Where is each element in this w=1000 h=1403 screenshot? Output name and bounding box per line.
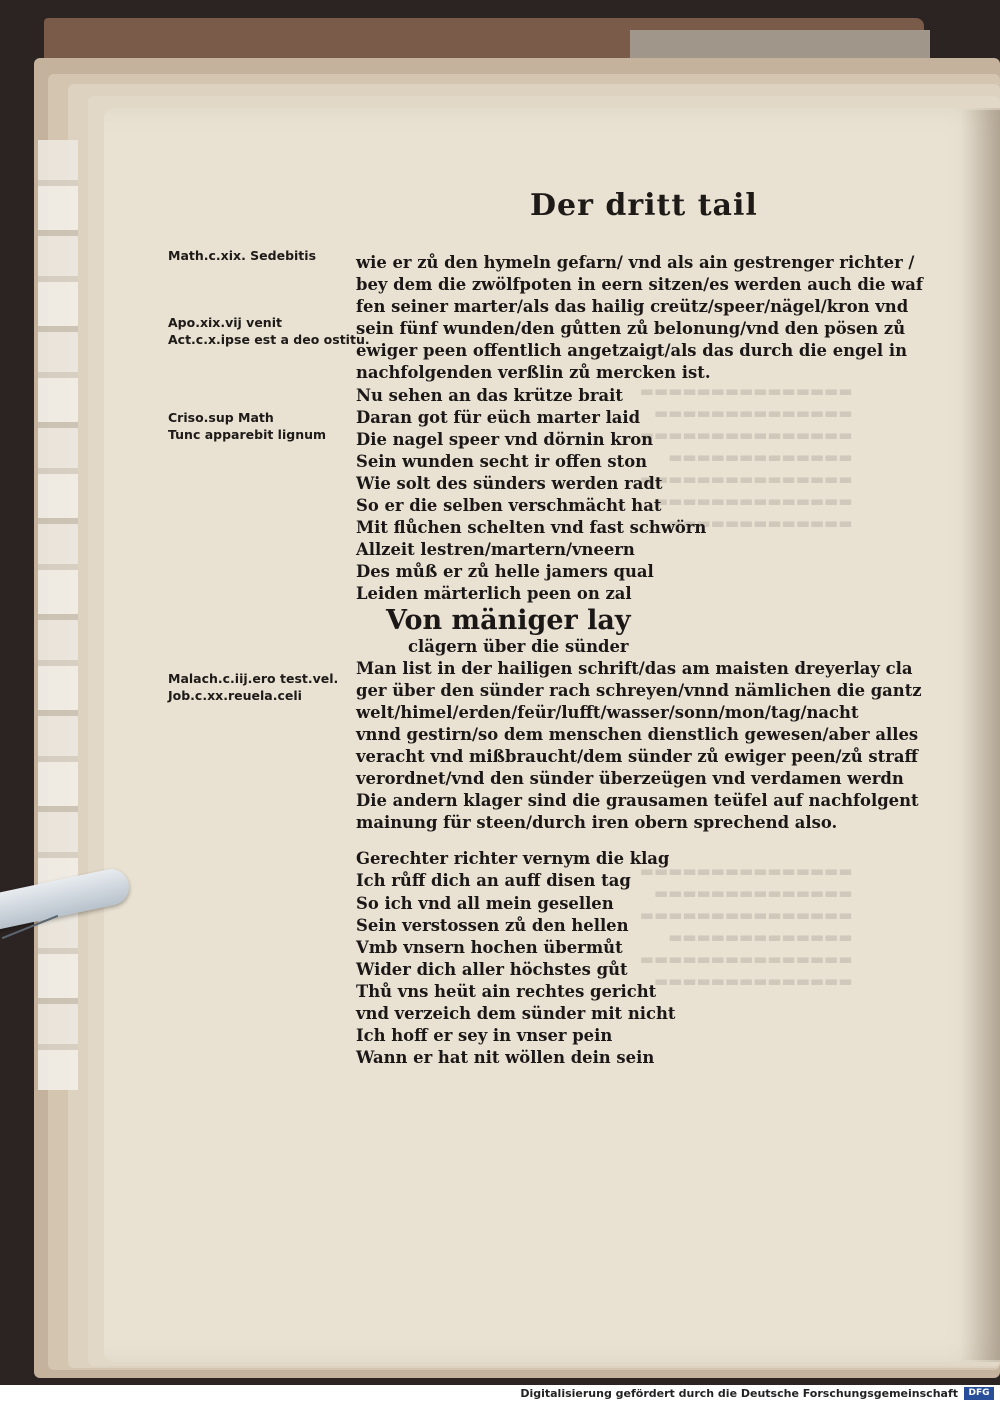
section-subheading: clägern über die sünder [408, 636, 629, 656]
text-line: bey dem die zwölfpoten in eern sitzen/es werden auch die waf [356, 275, 923, 295]
verse-line: Thů vns heüt ain rechtes gericht [356, 981, 657, 1001]
text-line: mainung für steen/durch iren obern sprechend also. [356, 813, 838, 833]
text-line: ger über den sünder rach schreyen/vnnd nämlichen die gantz [356, 680, 922, 700]
marginal-note: Math.c.xix. Sedebitis [168, 248, 317, 263]
text-line: veracht vnd mißbraucht/dem sünder zů ewiger peen/zů straff [356, 746, 918, 766]
text-line: Man list in der hailigen schrift/das am maisten dreyerlay cla [356, 658, 913, 678]
torn-page-strips [38, 140, 78, 1090]
text-line: Die andern klager sind die grausamen teüfel auf nachfolgent [356, 791, 919, 811]
show-through-bleed: ▬▬▬▬▬▬▬▬▬▬▬▬▬▬▬ ▬▬▬▬▬▬▬▬▬▬▬▬▬▬ ▬▬▬▬▬▬▬▬▬▬▬▬▬▬▬ ▬▬▬▬▬▬▬▬▬▬▬▬▬ ▬▬▬▬▬▬▬▬▬▬▬▬▬▬▬ ▬▬▬▬▬▬▬▬▬▬▬▬▬▬ ▬▬▬▬▬▬▬▬▬▬▬▬▬ [640, 382, 853, 532]
funding-credit: Digitalisierung gefördert durch die Deutsche Forschungsgemeinschaft [520, 1387, 958, 1400]
verse-line: Wider dich aller höchstes gůt [356, 959, 628, 979]
text-line: sein fünf wunden/den gůtten zů belonung/vnd den pösen zů [356, 319, 906, 339]
verse-line: Wann er hat nit wöllen dein sein [356, 1048, 655, 1068]
verse-line: Vmb vnsern hochen übermůt [356, 937, 623, 957]
main-text-column [356, 252, 923, 1069]
verse-line: Mit flůchen schelten vnd fast schwörn [356, 518, 707, 538]
verse-line: Sein wunden secht ir offen ston [356, 451, 648, 471]
verse-line: Sein verstossen zů den hellen [356, 915, 629, 935]
verse-line: Ich hoff er sey in vnser pein [356, 1026, 613, 1046]
running-head: Der dritt tail [530, 188, 758, 223]
show-through-bleed: ▬▬▬▬▬▬▬▬▬▬▬▬▬▬▬ ▬▬▬▬▬▬▬▬▬▬▬▬▬▬ ▬▬▬▬▬▬▬▬▬▬▬▬▬▬▬ ▬▬▬▬▬▬▬▬▬▬▬▬▬ ▬▬▬▬▬▬▬▬▬▬▬▬▬▬▬ ▬▬▬▬▬▬▬▬▬▬▬▬▬▬ [640, 862, 853, 990]
verse-line: vnd verzeich dem sünder mit nicht [356, 1004, 676, 1023]
text-line: welt/himel/erden/feür/lufft/wasser/sonn/mon/tag/nacht [356, 702, 859, 722]
verse-line: Allzeit lestren/martern/vneern [356, 540, 635, 560]
verse-line: Nu sehen an das krütze brait [356, 385, 623, 405]
text-line: verordnet/vnd den sünder überzeügen vnd verdamen werdn [356, 769, 904, 789]
marginal-note: Criso.sup Math [168, 410, 274, 425]
verse-line: Gerechter richter vernym die klag [356, 849, 670, 869]
verse-line: Leiden märterlich peen on zal [356, 584, 632, 604]
verse-line: Des můß er zů helle jamers qual [356, 562, 654, 582]
text-line: wie er zů den hymeln gefarn/ vnd als ain gestrenger richter / [356, 253, 915, 272]
marginal-note: Tunc apparebit lignum [168, 427, 327, 442]
verse-line: Die nagel speer vnd dörnin kron [356, 429, 654, 449]
marginal-note: Job.c.xx.reuela.celi [168, 688, 302, 703]
section-heading: Von mäniger lay [386, 604, 631, 636]
text-line: vnnd gestirn/so dem menschen dienstlich gewesen/aber alles [356, 724, 919, 744]
text-line: nachfolgenden verßlin zů mercken ist. [356, 363, 711, 383]
verse-line: Ich růff dich an auff disen tag [356, 871, 631, 891]
line-gap [356, 834, 896, 848]
text-line: fen seiner marter/als das hailig creütz/speer/nägel/kron vnd [356, 297, 909, 317]
verse-line: So er die selben verschmächt hat [356, 496, 662, 516]
marginal-note: Malach.c.iij.ero test.vel. [168, 671, 339, 686]
verse-line: Wie solt des sünders werden radt [356, 473, 663, 493]
text-line: ewiger peen offentlich angetzaigt/als das durch die engel in [356, 341, 908, 361]
verse-line: Daran got für eüch marter laid [356, 407, 641, 427]
page-gutter-shadow [960, 110, 1000, 1360]
marginal-note: Apo.xix.vij venit [168, 315, 282, 330]
verse-line: So ich vnd all mein gesellen [356, 893, 614, 913]
marginal-note: Act.c.x.ipse est a deo ostitu. [168, 332, 370, 347]
dfg-logo: DFG [964, 1387, 994, 1400]
